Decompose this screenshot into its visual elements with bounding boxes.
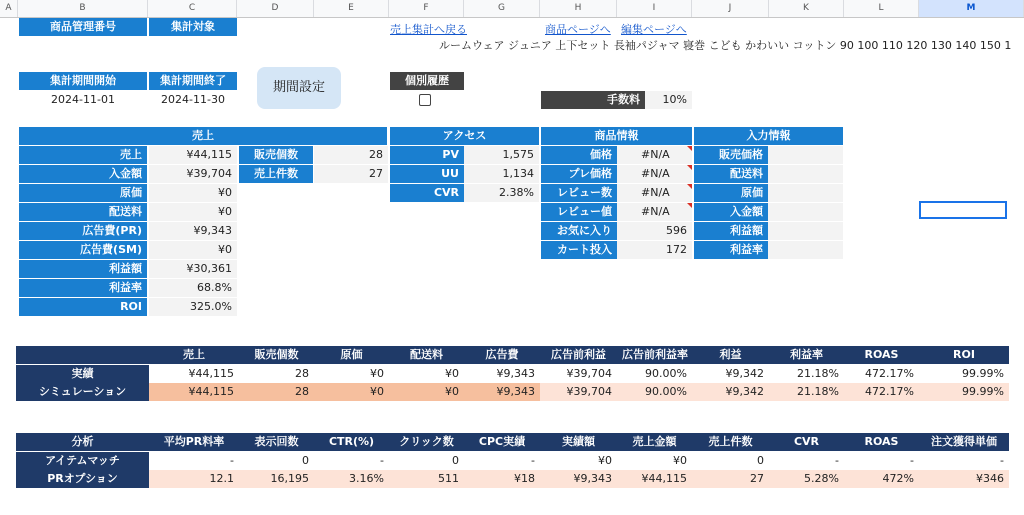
- summary-column-header: 広告前利益: [540, 346, 617, 364]
- analysis-column-header: 表示回数: [239, 433, 314, 451]
- sales-extra-value[interactable]: 28: [314, 146, 388, 164]
- summary-column-header: 広告前利益率: [617, 346, 692, 364]
- analysis-column-header: CTR(%): [314, 433, 389, 451]
- product-info-section-title: 商品情報: [541, 127, 692, 145]
- input-info-value[interactable]: [768, 146, 843, 164]
- summary-cell[interactable]: 99.99%: [919, 383, 1009, 401]
- fee-value[interactable]: 10%: [645, 91, 692, 109]
- target-header[interactable]: 集計対象: [149, 18, 237, 36]
- summary-cell[interactable]: 28: [239, 383, 314, 401]
- input-info-label: 配送料: [694, 165, 768, 183]
- analysis-column-header: CVR: [769, 433, 844, 451]
- input-info-label: 利益額: [694, 222, 768, 240]
- period-settings-button[interactable]: 期間設定: [257, 67, 341, 109]
- analysis-cell[interactable]: -: [230, 454, 234, 467]
- summary-column-header: 利益率: [769, 346, 844, 364]
- analysis-cell[interactable]: ¥0: [598, 454, 612, 467]
- product-info-value[interactable]: 172: [617, 241, 692, 259]
- sales-value[interactable]: 325.0%: [149, 298, 237, 316]
- product-page-link[interactable]: 商品ページへ: [545, 23, 611, 36]
- summary-cell: ¥0: [445, 367, 459, 380]
- analysis-cell[interactable]: 27: [692, 470, 769, 488]
- back-to-sales-link[interactable]: 売上集計へ戻る: [390, 23, 467, 36]
- product-title-text[interactable]: ルームウェア ジュニア 上下セット 長袖パジャマ 寝巻 こども かわいい コットン 90 100 110 120 130 140 150 1: [439, 39, 1012, 52]
- input-info-value[interactable]: [768, 203, 843, 221]
- input-info-label: 入金額: [694, 203, 768, 221]
- access-section-title: アクセス: [390, 127, 539, 145]
- analysis-column-header: 売上金額: [617, 433, 692, 451]
- input-info-label: 利益率: [694, 241, 768, 259]
- analysis-column-header: 実績額: [540, 433, 617, 451]
- summary-cell[interactable]: ¥9,342: [692, 383, 769, 401]
- summary-header-blank: [16, 346, 149, 364]
- access-value[interactable]: 1,134: [464, 165, 539, 183]
- access-value[interactable]: 1,575: [464, 146, 539, 164]
- analysis-column-header: クリック数: [389, 433, 464, 451]
- column-header-i[interactable]: I: [617, 0, 692, 17]
- product-info-label: レビュー値: [541, 203, 617, 221]
- period-end-label: 集計期間終了: [149, 72, 237, 90]
- analysis-cell[interactable]: ¥9,343: [540, 470, 617, 488]
- summary-cell: ¥9,343: [496, 367, 535, 380]
- product-info-label: お気に入り: [541, 222, 617, 240]
- summary-cell[interactable]: ¥44,115: [149, 383, 239, 401]
- error-marker-icon: [687, 165, 692, 170]
- access-label: UU: [390, 165, 464, 183]
- sales-label: 原価: [19, 184, 147, 202]
- column-header-bar: [0, 0, 1024, 18]
- summary-cell[interactable]: ¥0: [389, 383, 464, 401]
- summary-column-header: 配送料: [389, 346, 464, 364]
- analysis-cell[interactable]: 5.28%: [769, 470, 844, 488]
- analysis-column-header: 平均PR料率: [149, 433, 239, 451]
- period-start-value[interactable]: 2024-11-01: [51, 93, 115, 106]
- period-start-label: 集計期間開始: [19, 72, 147, 90]
- summary-column-header: 原価: [314, 346, 389, 364]
- analysis-cell[interactable]: -: [531, 454, 535, 467]
- sales-value[interactable]: ¥30,361: [149, 260, 237, 278]
- summary-cell: 99.99%: [962, 367, 1004, 380]
- analysis-cell[interactable]: -: [835, 454, 839, 467]
- error-marker-icon: [687, 203, 692, 208]
- analysis-cell[interactable]: 0: [452, 454, 459, 467]
- sales-value[interactable]: ¥0: [149, 241, 237, 259]
- product-info-value[interactable]: #N/A: [617, 203, 692, 221]
- input-info-value[interactable]: [768, 165, 843, 183]
- product-info-value[interactable]: #N/A: [617, 165, 692, 183]
- sales-label: ROI: [19, 298, 147, 316]
- history-checkbox[interactable]: [419, 94, 431, 106]
- summary-cell: 472.17%: [865, 367, 914, 380]
- summary-column-header: 売上: [149, 346, 239, 364]
- summary-row-actual: 実績: [16, 365, 149, 383]
- product-info-label: カート投入: [541, 241, 617, 259]
- analysis-cell[interactable]: 511: [389, 470, 464, 488]
- summary-row-simulation: シミュレーション: [16, 383, 149, 401]
- column-header-m[interactable]: M: [919, 0, 1024, 17]
- column-header-f[interactable]: F: [389, 0, 464, 17]
- product-info-label: プレ価格: [541, 165, 617, 183]
- sales-extra-value[interactable]: 27: [314, 165, 388, 183]
- sales-label: 配送料: [19, 203, 147, 221]
- column-header-j[interactable]: J: [692, 0, 769, 17]
- input-info-label: 販売価格: [694, 146, 768, 164]
- summary-column-header: ROAS: [844, 346, 919, 364]
- column-header-a[interactable]: A: [0, 0, 18, 17]
- analysis-cell[interactable]: 0: [302, 454, 309, 467]
- summary-cell: ¥44,115: [188, 367, 234, 380]
- sales-section-title: 売上: [19, 127, 387, 145]
- column-header-g[interactable]: G: [464, 0, 540, 17]
- sales-label: 広告費(PR): [19, 222, 147, 240]
- summary-cell: 21.18%: [797, 367, 839, 380]
- summary-cell: 90.00%: [645, 367, 687, 380]
- error-marker-icon: [687, 184, 692, 189]
- analysis-column-header: 売上件数: [692, 433, 769, 451]
- sales-value[interactable]: ¥0: [149, 203, 237, 221]
- analysis-cell[interactable]: 472%: [844, 470, 919, 488]
- column-header-c[interactable]: C: [148, 0, 237, 17]
- summary-cell: 28: [295, 367, 309, 380]
- analysis-column-header: ROAS: [844, 433, 919, 451]
- column-header-e[interactable]: E: [314, 0, 389, 17]
- analysis-cell[interactable]: ¥44,115: [617, 470, 692, 488]
- analysis-row-itemmatch: アイテムマッチ: [16, 452, 149, 470]
- analysis-cell[interactable]: 0: [757, 454, 764, 467]
- analysis-cell[interactable]: 3.16%: [314, 470, 389, 488]
- summary-cell[interactable]: 472.17%: [844, 383, 919, 401]
- summary-cell[interactable]: 90.00%: [617, 383, 692, 401]
- sales-label: 利益額: [19, 260, 147, 278]
- analysis-cell[interactable]: -: [1000, 454, 1004, 467]
- summary-cell[interactable]: 21.18%: [769, 383, 844, 401]
- analysis-cell[interactable]: -: [910, 454, 914, 467]
- sales-label: 入金額: [19, 165, 147, 183]
- analysis-row-pr-option: PRオプション: [16, 470, 149, 488]
- access-label: PV: [390, 146, 464, 164]
- sales-value[interactable]: ¥9,343: [149, 222, 237, 240]
- product-info-value[interactable]: #N/A: [617, 184, 692, 202]
- analysis-column-header: 注文獲得単価: [919, 433, 1009, 451]
- column-header-d[interactable]: D: [237, 0, 314, 17]
- summary-column-header: 利益: [692, 346, 769, 364]
- analysis-cell[interactable]: 12.1: [149, 470, 239, 488]
- product-info-label: 価格: [541, 146, 617, 164]
- summary-cell: ¥39,704: [566, 367, 612, 380]
- summary-cell[interactable]: ¥0: [314, 383, 389, 401]
- column-header-b[interactable]: B: [18, 0, 148, 17]
- input-info-section-title: 入力情報: [694, 127, 843, 145]
- analysis-title: 分析: [16, 433, 149, 451]
- period-end-value[interactable]: 2024-11-30: [161, 93, 225, 106]
- column-header-h[interactable]: H: [540, 0, 617, 17]
- analysis-cell[interactable]: ¥18: [464, 470, 540, 488]
- product-info-value[interactable]: #N/A: [617, 146, 692, 164]
- sales-extra-label: 売上件数: [239, 165, 313, 183]
- error-marker-icon: [687, 146, 692, 151]
- sales-label: 広告費(SM): [19, 241, 147, 259]
- summary-cell: ¥9,342: [725, 367, 764, 380]
- analysis-cell[interactable]: 16,195: [239, 470, 314, 488]
- sales-extra-label: 販売個数: [239, 146, 313, 164]
- active-cell-selection[interactable]: [919, 201, 1007, 219]
- history-label: 個別履歴: [390, 72, 464, 90]
- fee-label: 手数料: [541, 91, 645, 109]
- summary-cell[interactable]: ¥39,704: [540, 383, 617, 401]
- sales-value[interactable]: 68.8%: [149, 279, 237, 297]
- input-info-label: 原価: [694, 184, 768, 202]
- input-info-value[interactable]: [768, 241, 843, 259]
- column-header-k[interactable]: K: [769, 0, 844, 17]
- product-info-value[interactable]: 596: [617, 222, 692, 240]
- sales-value[interactable]: ¥44,115: [149, 146, 237, 164]
- summary-column-header: 販売個数: [239, 346, 314, 364]
- access-value[interactable]: 2.38%: [464, 184, 539, 202]
- sales-label: 利益率: [19, 279, 147, 297]
- summary-column-header: ROI: [919, 346, 1009, 364]
- input-info-value[interactable]: [768, 222, 843, 240]
- analysis-cell[interactable]: ¥0: [673, 454, 687, 467]
- sales-value[interactable]: ¥0: [149, 184, 237, 202]
- summary-cell: ¥0: [370, 367, 384, 380]
- sales-label: 売上: [19, 146, 147, 164]
- analysis-cell[interactable]: -: [380, 454, 384, 467]
- product-info-label: レビュー数: [541, 184, 617, 202]
- sales-value[interactable]: ¥39,704: [149, 165, 237, 183]
- analysis-cell[interactable]: ¥346: [919, 470, 1009, 488]
- product-id-header[interactable]: 商品管理番号: [19, 18, 147, 36]
- summary-cell[interactable]: ¥9,343: [464, 383, 540, 401]
- column-header-l[interactable]: L: [844, 0, 919, 17]
- analysis-column-header: CPC実績: [464, 433, 540, 451]
- summary-column-header: 広告費: [464, 346, 540, 364]
- input-info-value[interactable]: [768, 184, 843, 202]
- access-label: CVR: [390, 184, 464, 202]
- edit-page-link[interactable]: 編集ページへ: [621, 23, 687, 36]
